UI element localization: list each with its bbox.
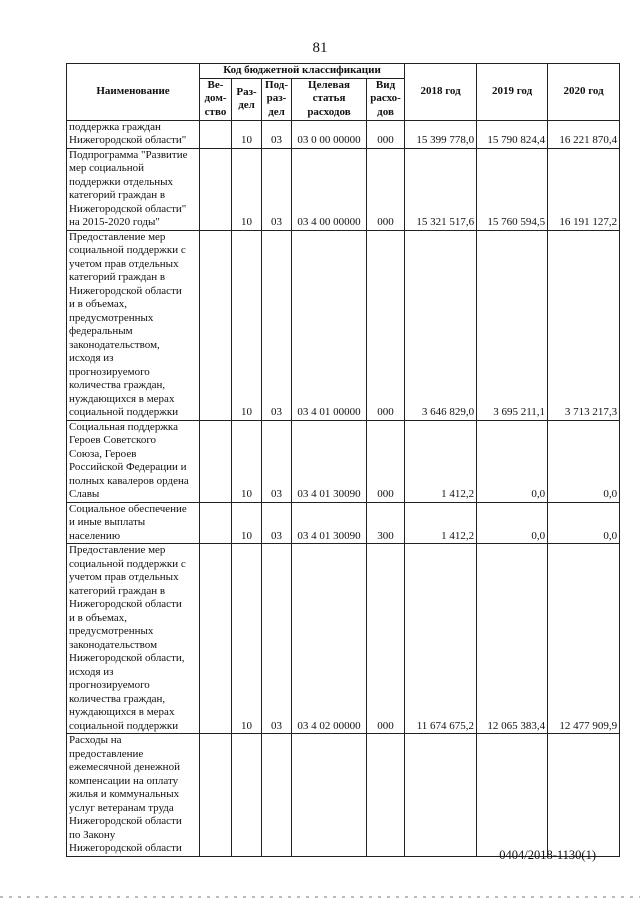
row-value-2018: 3 646 829,0 <box>405 230 477 420</box>
header-2018: 2018 год <box>405 64 477 121</box>
row-celevaya-statya: 03 4 01 00000 <box>292 230 367 420</box>
row-name: Расходы на предоставление ежемесячной денежной компенсации на оплату жилья и коммунальных услуг ветеранам труда Нижегородской области по Закону Нижегородской области <box>67 734 200 857</box>
row-podrazdel: 03 <box>262 420 292 502</box>
row-value-2019: 0,0 <box>477 502 548 544</box>
row-celevaya-statya: 03 4 01 30090 <box>292 420 367 502</box>
header-2020: 2020 год <box>548 64 620 121</box>
row-value-2019: 0,0 <box>477 420 548 502</box>
row-name: Подпрограмма "Развитие мер социальной поддержки отдельных категорий граждан в Нижегородской области" на 2015-2020 годы" <box>67 148 200 230</box>
row-podrazdel: 03 <box>262 502 292 544</box>
row-value-2018: 15 399 778,0 <box>405 120 477 148</box>
row-razdel: 10 <box>232 502 262 544</box>
row-vedomstvo <box>200 544 232 734</box>
row-name: поддержка граждан Нижегородской области" <box>67 120 200 148</box>
row-podrazdel: 03 <box>262 230 292 420</box>
row-vedomstvo <box>200 120 232 148</box>
row-razdel: 10 <box>232 544 262 734</box>
row-vedomstvo <box>200 502 232 544</box>
row-value-2019: 15 790 824,4 <box>477 120 548 148</box>
document-code: 0404/2018-1130(1) <box>499 848 596 862</box>
row-vedomstvo <box>200 734 232 857</box>
header-razdel: Раз- дел <box>232 78 262 120</box>
row-celevaya-statya <box>292 734 367 857</box>
header-vedomstvo: Ве- дом- ство <box>200 78 232 120</box>
budget-table <box>66 63 620 857</box>
table-row <box>67 502 620 544</box>
header-budget-classification: Код бюджетной классификации <box>200 64 405 79</box>
table-row <box>67 230 620 420</box>
table-row <box>67 148 620 230</box>
header-2019: 2019 год <box>477 64 548 121</box>
row-vedomstvo <box>200 420 232 502</box>
row-razdel: 10 <box>232 148 262 230</box>
row-vid-rashodov <box>367 734 405 857</box>
row-value-2018 <box>405 734 477 857</box>
table-row <box>67 734 620 857</box>
scan-edge <box>0 896 640 898</box>
row-value-2020: 0,0 <box>548 502 620 544</box>
row-value-2020: 16 191 127,2 <box>548 148 620 230</box>
row-podrazdel: 03 <box>262 120 292 148</box>
row-celevaya-statya: 03 4 02 00000 <box>292 544 367 734</box>
row-name: Предоставление мер социальной поддержки с учетом прав отдельных категорий граждан в Нижегородской области и в объемах, предусмотренных федеральным законодательством, исходя из прогнозируемого количества граждан, нуждающихся в мерах социальной поддержки <box>67 230 200 420</box>
row-vedomstvo <box>200 230 232 420</box>
row-value-2019 <box>477 734 548 857</box>
table-row <box>67 420 620 502</box>
row-vid-rashodov: 000 <box>367 420 405 502</box>
table-row <box>67 120 620 148</box>
row-value-2019: 12 065 383,4 <box>477 544 548 734</box>
header-podrazdel: Под- раз- дел <box>262 78 292 120</box>
header-celevaya-statya: Целевая статья расходов <box>292 78 367 120</box>
row-vid-rashodov: 300 <box>367 502 405 544</box>
row-value-2020 <box>548 734 620 857</box>
row-podrazdel: 03 <box>262 544 292 734</box>
row-celevaya-statya: 03 0 00 00000 <box>292 120 367 148</box>
page-number: 81 <box>312 40 328 56</box>
row-razdel <box>232 734 262 857</box>
row-name: Предоставление мер социальной поддержки с учетом прав отдельных категорий граждан в Нижегородской области и в объемах, предусмотренных законодательством Нижегородской области, исходя из прогнозируемого количества граждан, нуждающихся в мерах социальной поддержки <box>67 544 200 734</box>
row-razdel: 10 <box>232 230 262 420</box>
table-row <box>67 544 620 734</box>
row-value-2020: 16 221 870,4 <box>548 120 620 148</box>
header-vid-rashodov: Вид расхо- дов <box>367 78 405 120</box>
row-celevaya-statya: 03 4 00 00000 <box>292 148 367 230</box>
header-name: Наименование <box>67 64 200 121</box>
row-razdel: 10 <box>232 120 262 148</box>
row-podrazdel: 03 <box>262 148 292 230</box>
row-value-2018: 11 674 675,2 <box>405 544 477 734</box>
row-vedomstvo <box>200 148 232 230</box>
row-celevaya-statya: 03 4 01 30090 <box>292 502 367 544</box>
row-podrazdel <box>262 734 292 857</box>
row-value-2018: 1 412,2 <box>405 502 477 544</box>
row-value-2019: 3 695 211,1 <box>477 230 548 420</box>
row-vid-rashodov: 000 <box>367 544 405 734</box>
row-vid-rashodov: 000 <box>367 120 405 148</box>
row-name: Социальная поддержка Героев Советского Союза, Героев Российской Федерации и полных кавалеров ордена Славы <box>67 420 200 502</box>
row-value-2018: 15 321 517,6 <box>405 148 477 230</box>
row-value-2020: 3 713 217,3 <box>548 230 620 420</box>
row-value-2019: 15 760 594,5 <box>477 148 548 230</box>
row-razdel: 10 <box>232 420 262 502</box>
row-value-2020: 0,0 <box>548 420 620 502</box>
row-vid-rashodov: 000 <box>367 148 405 230</box>
row-name: Социальное обеспечение и иные выплаты населению <box>67 502 200 544</box>
row-vid-rashodov: 000 <box>367 230 405 420</box>
row-value-2020: 12 477 909,9 <box>548 544 620 734</box>
row-value-2018: 1 412,2 <box>405 420 477 502</box>
